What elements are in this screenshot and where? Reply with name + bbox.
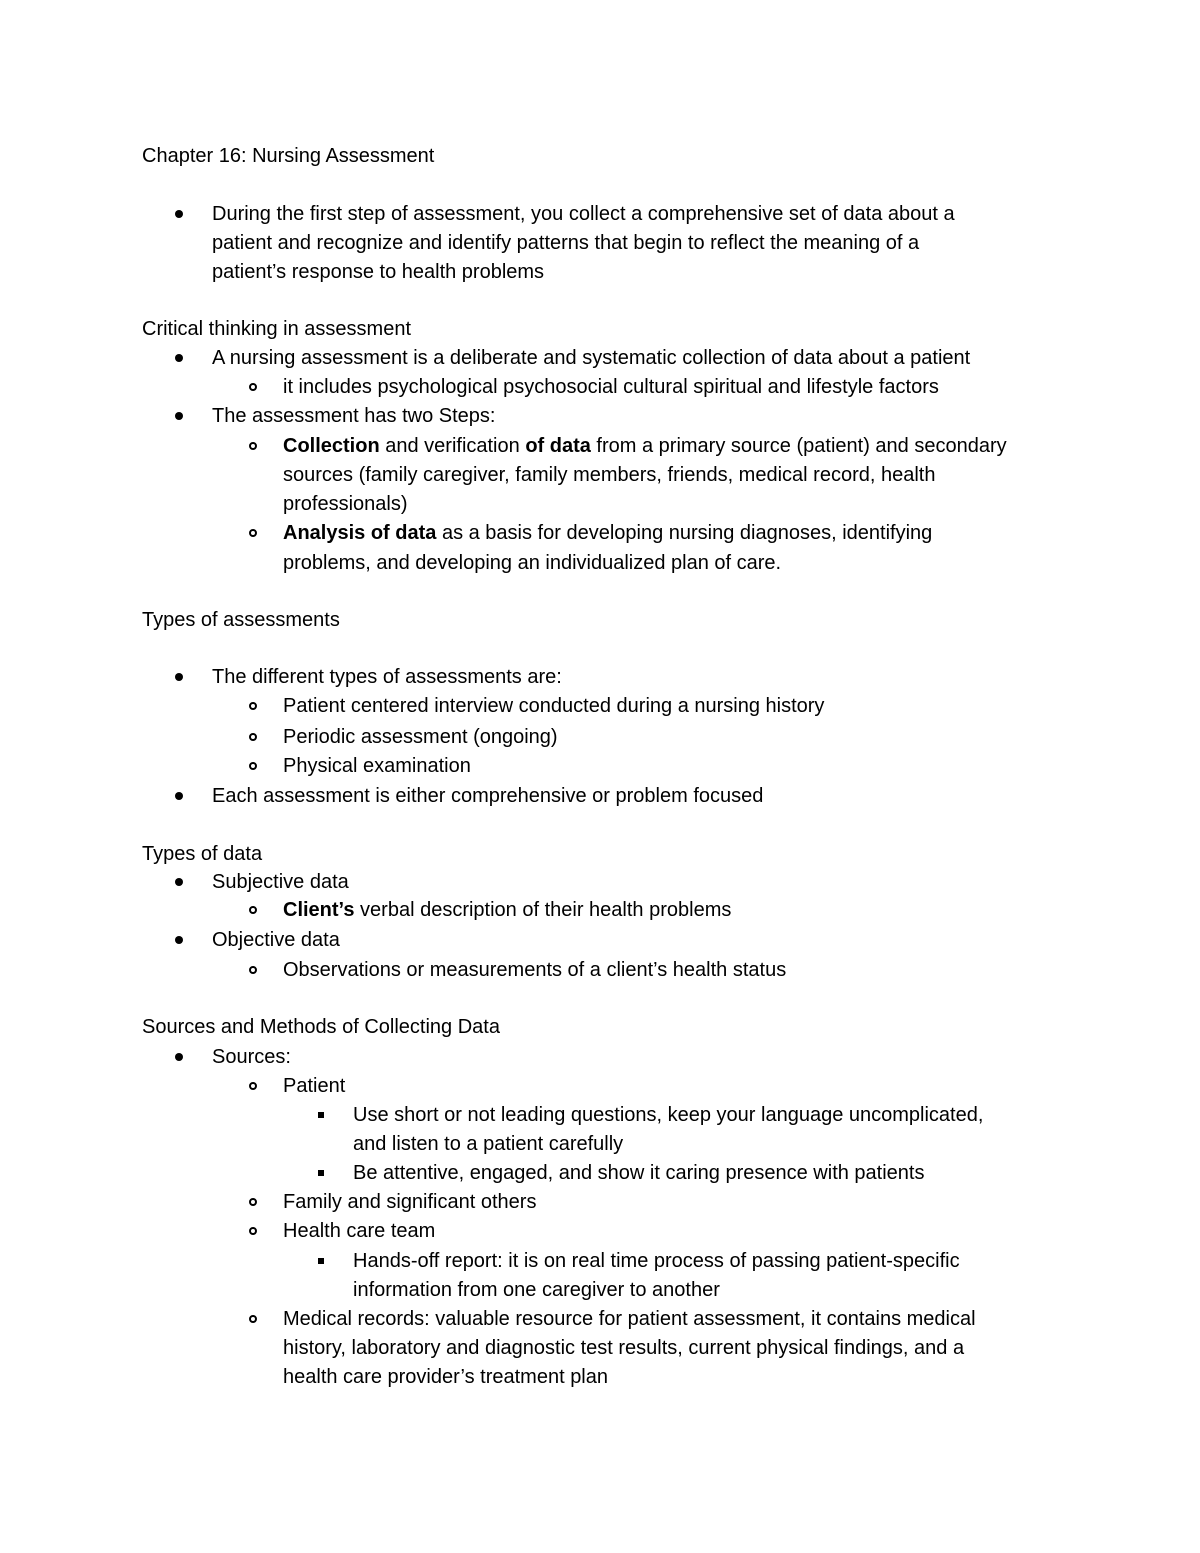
bold-text: of data [525, 435, 591, 457]
bullet-circle [249, 733, 257, 741]
section-heading: Types of assessments [142, 609, 340, 631]
list-item-continued: sources (family caregiver, family members, friends, medical record, health [283, 464, 936, 486]
bullet-disc [175, 210, 183, 218]
bullet-circle [249, 966, 257, 974]
bold-text: Analysis of data [283, 522, 437, 544]
bullet-circle [249, 906, 257, 914]
list-item-continued: professionals) [283, 493, 408, 515]
bullet-circle [249, 442, 257, 450]
section-heading: Sources and Methods of Collecting Data [142, 1016, 500, 1038]
list-item [283, 896, 731, 924]
list-item: Use short or not leading questions, keep your language uncomplicated, [353, 1104, 984, 1126]
list-item: Observations or measurements of a client’s health status [283, 959, 787, 981]
bullet-disc [175, 936, 183, 944]
list-item: A nursing assessment is a deliberate and systematic collection of data about a patient [212, 347, 971, 369]
bullet-circle [249, 1315, 257, 1323]
bold-text: Client’s [283, 899, 355, 921]
text-run: as a basis for developing nursing diagnoses, identifying [436, 522, 933, 544]
bullet-circle [249, 702, 257, 710]
chapter-title: Chapter 16: Nursing Assessment [142, 145, 435, 167]
text-run: and verification [379, 435, 526, 457]
list-item-continued: health care provider’s treatment plan [283, 1366, 608, 1388]
bullet-disc [175, 1053, 183, 1061]
list-item-continued: problems, and developing an individualized plan of care. [283, 552, 782, 574]
bullet-disc [175, 354, 183, 362]
intro-line: patient and recognize and identify patterns that begin to reflect the meaning of a [212, 232, 920, 254]
bullet-circle [249, 529, 257, 537]
list-item: Patient centered interview conducted during a nursing history [283, 695, 825, 717]
list-item: Periodic assessment (ongoing) [283, 726, 558, 748]
bullet-disc [175, 878, 183, 886]
bullet-circle [249, 1082, 257, 1090]
section-heading: Types of data [142, 843, 263, 865]
list-item: Hands-off report: it is on real time process of passing patient-specific [353, 1250, 960, 1272]
intro-line: During the first step of assessment, you collect a comprehensive set of data about a [212, 203, 955, 225]
intro-line: patient’s response to health problems [212, 261, 545, 283]
bullet-circle [249, 383, 257, 391]
list-item: Objective data [212, 929, 340, 951]
list-item: Medical records: valuable resource for patient assessment, it contains medical [283, 1308, 976, 1330]
list-item: Sources: [212, 1046, 291, 1068]
bullet-disc [175, 673, 183, 681]
bold-text: Collection [283, 435, 380, 457]
list-item-continued: information from one caregiver to another [353, 1279, 720, 1301]
list-item: The different types of assessments are: [212, 666, 562, 688]
bullet-square [318, 1258, 324, 1264]
section-heading: Critical thinking in assessment [142, 318, 411, 340]
list-item-continued: history, laboratory and diagnostic test results, current physical findings, and a [283, 1337, 965, 1359]
bullet-disc [175, 412, 183, 420]
text-run: verbal description of their health problems [354, 899, 732, 921]
list-item [283, 432, 1007, 460]
list-item: Health care team [283, 1220, 436, 1242]
list-item: Be attentive, engaged, and show it caring presence with patients [353, 1162, 925, 1184]
list-item: Patient [283, 1075, 346, 1097]
list-item: Family and significant others [283, 1191, 537, 1213]
text-run: from a primary source (patient) and secondary [590, 435, 1007, 457]
bullet-circle [249, 1227, 257, 1235]
bullet-square [318, 1112, 324, 1118]
list-item: Each assessment is either comprehensive or problem focused [212, 785, 764, 807]
list-item-continued: and listen to a patient carefully [353, 1133, 624, 1155]
bullet-circle [249, 1198, 257, 1206]
bullet-square [318, 1170, 324, 1176]
list-item: Subjective data [212, 871, 349, 893]
list-item [283, 519, 932, 547]
list-item: it includes psychological psychosocial cultural spiritual and lifestyle factors [283, 376, 939, 398]
bullet-circle [249, 762, 257, 770]
list-item: The assessment has two Steps: [212, 405, 496, 427]
list-item: Physical examination [283, 755, 471, 777]
bullet-disc [175, 792, 183, 800]
